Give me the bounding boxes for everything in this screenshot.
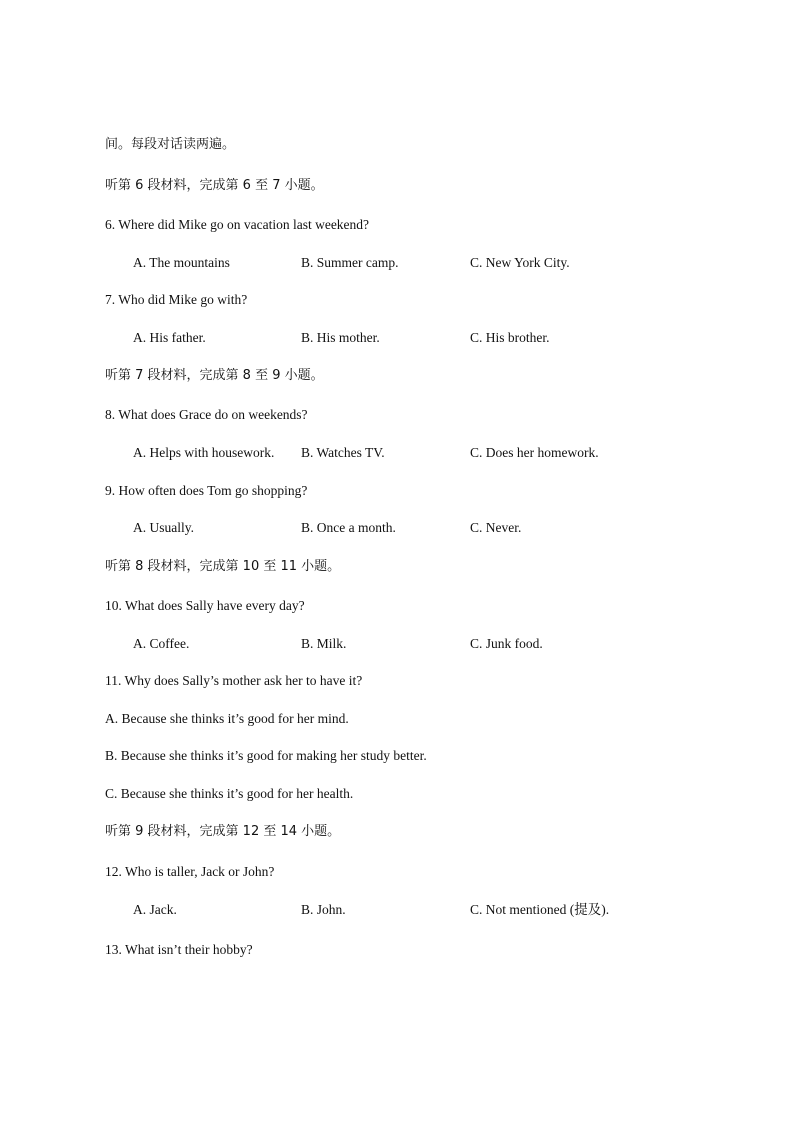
option-c: C. Because she thinks it’s good for her health. — [105, 786, 354, 801]
section-heading: 听第 6 段材料，完成第 6 至 7 小题。 — [105, 178, 324, 193]
option-a: A. Coffee. — [133, 636, 190, 651]
question-stem: 7. Who did Mike go with? — [105, 292, 248, 307]
option-c: C. His brother. — [470, 330, 550, 345]
question-stem: 8. What does Grace do on weekends? — [105, 407, 308, 422]
question-stem: 13. What isn’t their hobby? — [105, 942, 253, 957]
question-stem: 9. How often does Tom go shopping? — [105, 483, 308, 498]
instruction-text: 间。每段对话读两遍。 — [105, 137, 236, 152]
option-b: B. Summer camp. — [301, 255, 399, 270]
option-a: A. Because she thinks it’s good for her mind. — [105, 711, 349, 726]
option-c: C. Does her homework. — [470, 445, 599, 460]
question-stem: 10. What does Sally have every day? — [105, 598, 305, 613]
option-c: C. New York City. — [470, 255, 570, 270]
section-heading: 听第 9 段材料，完成第 12 至 14 小题。 — [105, 824, 341, 839]
option-c: C. Never. — [470, 520, 522, 535]
question-stem: 11. Why does Sally’s mother ask her to have it? — [105, 673, 363, 688]
question-stem: 6. Where did Mike go on vacation last weekend? — [105, 217, 370, 232]
option-a: A. Helps with housework. — [133, 445, 275, 460]
option-b: B. Watches TV. — [301, 445, 385, 460]
option-a: A. Jack. — [133, 902, 177, 917]
option-b: B. Milk. — [301, 636, 347, 651]
option-b: B. Once a month. — [301, 520, 396, 535]
option-b: B. His mother. — [301, 330, 380, 345]
option-c: C. Junk food. — [470, 636, 543, 651]
option-b: B. John. — [301, 902, 346, 917]
option-b: B. Because she thinks it’s good for making her study better. — [105, 748, 427, 763]
question-stem: 12. Who is taller, Jack or John? — [105, 864, 275, 879]
option-a: A. Usually. — [133, 520, 194, 535]
section-heading: 听第 8 段材料，完成第 10 至 11 小题。 — [105, 559, 341, 574]
option-a: A. The mountains — [133, 255, 230, 270]
option-a: A. His father. — [133, 330, 206, 345]
option-c: C. Not mentioned (提及). — [470, 902, 610, 917]
section-heading: 听第 7 段材料，完成第 8 至 9 小题。 — [105, 368, 324, 383]
